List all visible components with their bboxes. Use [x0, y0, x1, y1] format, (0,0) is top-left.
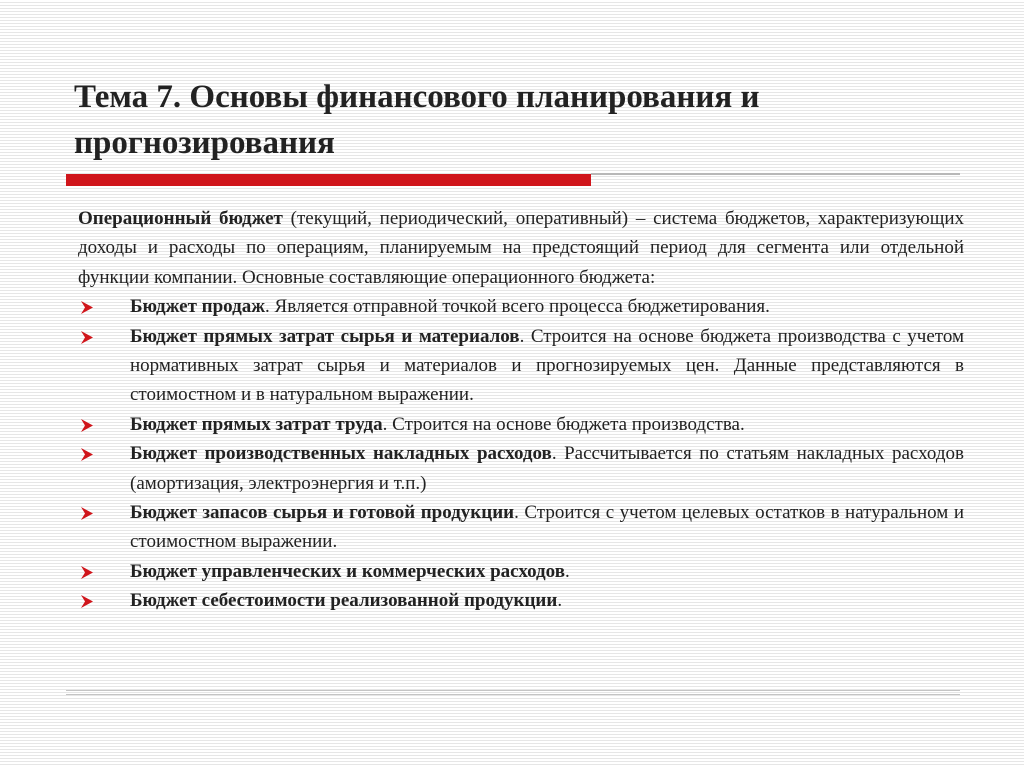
- list-item-text: . Является отправной точкой всего процесса бюджетирования.: [265, 296, 770, 318]
- title-underline-thin-line: [591, 173, 960, 175]
- bottom-divider: [66, 690, 960, 695]
- list-item-text: . Строится на основе бюджета производства.: [382, 413, 745, 435]
- title-underline-red-bar: [66, 174, 591, 186]
- title-underline: [66, 172, 960, 188]
- list-item-term: Бюджет себестоимости реализованной продукции: [130, 590, 558, 612]
- list-item-text: . Строится на основе бюджета производства с учетом нормативных затрат сырья и материалов и прогнозируемых цен. Данные представляются в стоимостном и в натуральном выражении.: [130, 325, 964, 406]
- list-item: [78, 557, 964, 586]
- intro-term: Операционный бюджет: [78, 208, 283, 229]
- list-item: [78, 586, 964, 615]
- arrow-bullet-icon: [78, 410, 98, 439]
- list-item: [78, 439, 964, 498]
- intro-text: (текущий, периодический, оперативный) – система бюджетов, характеризующих доходы и расходы по операциям, планируемым на предстоящий период для сегмента или отдельной функции компании. Основные составляющие операционного бюджета:: [78, 208, 964, 288]
- arrow-bullet-icon: [78, 322, 98, 351]
- list-item-term: Бюджет производственных накладных расходов: [130, 443, 552, 465]
- arrow-bullet-icon: [78, 557, 98, 586]
- arrow-bullet-icon: [78, 498, 98, 527]
- list-item-text: .: [564, 560, 570, 582]
- list-item-term: Бюджет управленческих и коммерческих расходов: [130, 560, 565, 582]
- arrow-bullet-icon: [78, 586, 98, 615]
- list-item-text: . Рассчитывается по статьям накладных расходов (амортизация, электроэнергия и т.п.): [130, 443, 964, 494]
- list-item-term: Бюджет продаж: [130, 296, 266, 318]
- list-item: [78, 410, 964, 439]
- list-item-term: Бюджет запасов сырья и готовой продукции: [130, 502, 515, 524]
- list-item: [78, 322, 964, 410]
- budget-list: [78, 292, 964, 615]
- arrow-bullet-icon: [78, 292, 98, 321]
- list-item: [78, 498, 964, 557]
- list-item-term: Бюджет прямых затрат сырья и материалов: [130, 325, 520, 347]
- list-item-text: .: [557, 590, 563, 612]
- list-item-text: . Строится с учетом целевых остатков в натуральном и стоимостном выражении.: [130, 502, 964, 553]
- arrow-bullet-icon: [78, 439, 98, 468]
- slide-body: [78, 204, 964, 616]
- intro-paragraph: [78, 204, 964, 292]
- list-item: [78, 292, 964, 321]
- slide-title: Тема 7. Основы финансового планирования и прогнозирования: [74, 79, 760, 161]
- list-item-term: Бюджет прямых затрат труда: [130, 413, 383, 435]
